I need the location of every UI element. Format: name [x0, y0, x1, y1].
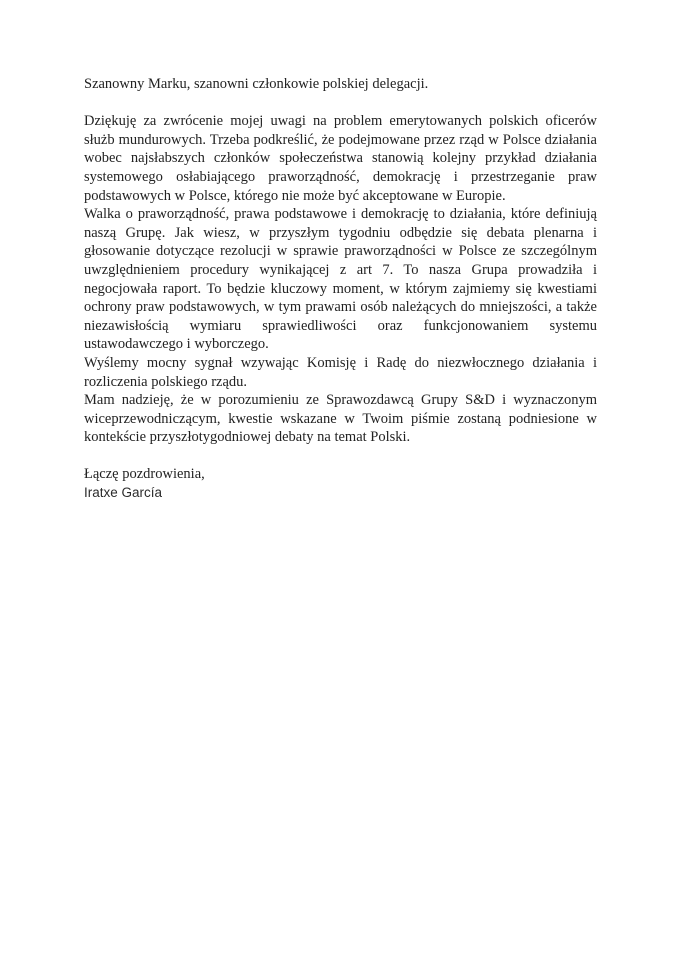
closing-line: Łączę pozdrowienia,	[84, 466, 205, 483]
letter-content	[84, 75, 597, 502]
letter-paragraph: Mam nadzieję, że w porozumieniu ze Sprawozdawcą Grupy S&D i wyznaczonym wiceprzewodniczącym, kwestie wskazane w Twoim piśmie zostaną podniesione w kontekście przyszłotygodniowej debaty na temat Polski.	[84, 392, 597, 446]
greeting-line: Szanowny Marku, szanowni członkowie polskiej delegacji.	[84, 76, 429, 92]
letter-paragraph: Wyślemy mocny sygnał wzywając Komisję i Radę do niezwłocznego działania i rozliczenia polskiego rządu.	[84, 354, 597, 390]
letter-paragraph: Dziękuję za zwrócenie mojej uwagi na problem emerytowanych polskich oficerów służb mundurowych. Trzeba podkreślić, że podejmowane przez rząd w Polsce działania wobec najsłabszych członków społeczeństwa stanowią kolejny przykład działania systemowego osłabiającego praworządność, demokrację i przestrzeganie praw podstawowych w Polsce, którego nie może być akceptowane w Europie.	[84, 113, 597, 204]
closing-block	[84, 465, 597, 502]
letter-paragraphs	[84, 112, 597, 447]
letter-paragraph: Walka o praworządność, prawa podstawowe i demokrację to działania, które definiują naszą Grupę. Jak wiesz, w przyszłym tygodniu odbędzie się debata plenarna i głosowanie dotyczące rezolucji w sprawie praworządności w Polsce ze szczególnym uwzględnieniem procedury wynikającej z art 7. To nasza Grupa prowadziła i negocjowała raport. To będzie kluczowy moment, w którym zajmiemy się kwestiami ochrony praw podstawowych, w tym prawami osób należących do mniejszości, a także niezawisłością wymiaru sprawiedliwości oraz funkcjonowaniem systemu ustawodawczego i wyborczego.	[84, 206, 597, 353]
signature-name: Iratxe García	[84, 485, 163, 501]
